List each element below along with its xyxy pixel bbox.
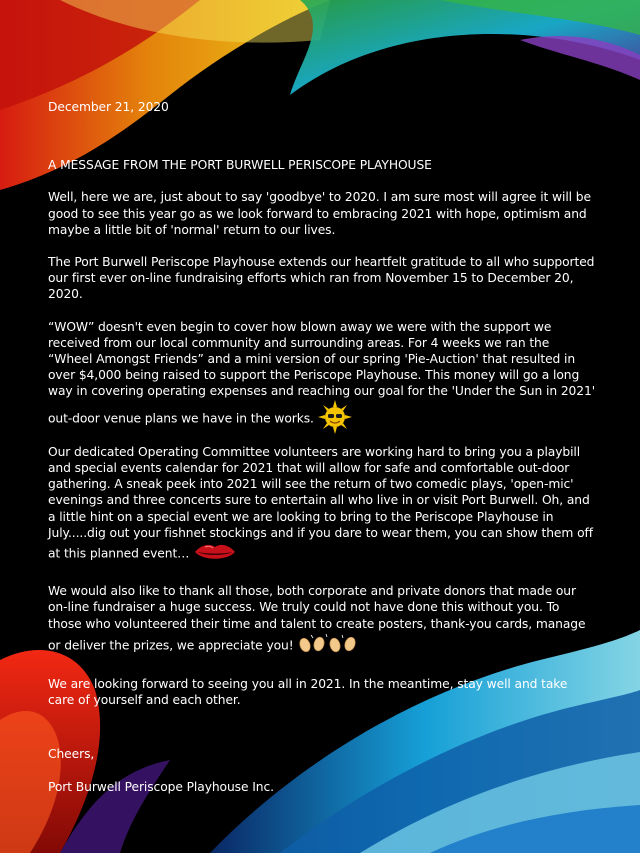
letter-date: December 21, 2020	[48, 100, 169, 114]
letter-body	[48, 99, 596, 795]
paragraph-farewell: Well, here we are, just about to say 'goodbye' to 2020. I am sure most will agree it will be good to see this year go as we look forward to embracing 2021 with hope, optimism and maybe a little bit of 'normal' return to our lives.	[48, 190, 591, 237]
paragraph-thanks-text: We would also like to thank all those, both corporate and private donors that made our on-line fundraiser a huge success. We truly could not have done this without you. To those who volunteered their time and talent to create posters, thank-you cards, manage or deliver the prizes, we appreciate you!	[48, 584, 586, 653]
sun-with-sunglasses-icon	[318, 400, 352, 438]
paragraph-thanks	[48, 583, 596, 660]
paragraph-committee-text: Our dedicated Operating Committee volunteers are working hard to bring you a playbill and special events calendar for 2021 that will allow for safe and comfortable out-door gathering. A sneak peek into 2021 will see the return of two comedic plays, 'open-mic' evenings and three concerts sure to entertain all who live in or visit Port Burwell. Oh, and a little hint on a special event we are looking to bring to the Periscope Playhouse in July.....dig out your fishnet stockings and if you dare to wear them, you can show them off at this planned event…	[48, 444, 593, 561]
paragraph-closing-wishes: We are looking forward to seeing you all in 2021. In the meantime, stay well and take care of yourself and each other.	[48, 677, 568, 708]
letter-closing: Cheers,	[48, 747, 95, 762]
letter-heading: A MESSAGE FROM THE PORT BURWELL PERISCOPE PLAYHOUSE	[48, 158, 432, 173]
paragraph-committee	[48, 444, 596, 567]
clapping-hands-icon	[297, 632, 359, 660]
red-lips-icon	[193, 541, 237, 567]
paragraph-fundraiser-text: “WOW” doesn't even begin to cover how blown away we were with the support we received from our local community and surrounding areas. For 4 weeks we ran the “Wheel Amongst Friends” and a mini version of our spring 'Pie-Auction' that resulted in over $4,000 being raised to support the Periscope Playhouse. This money will go a long way in covering operating expenses and reaching our goal for the 'Under the Sun in 2021' out-door venue plans we have in the works.	[48, 319, 595, 426]
paragraph-fundraiser	[48, 319, 596, 438]
letter-signature: Port Burwell Periscope Playhouse Inc.	[48, 779, 274, 794]
paragraph-gratitude: The Port Burwell Periscope Playhouse extends our heartfelt gratitude to all who supported our first ever on-line fundraising efforts which ran from November 15 to December 20, 2020.	[48, 255, 595, 302]
